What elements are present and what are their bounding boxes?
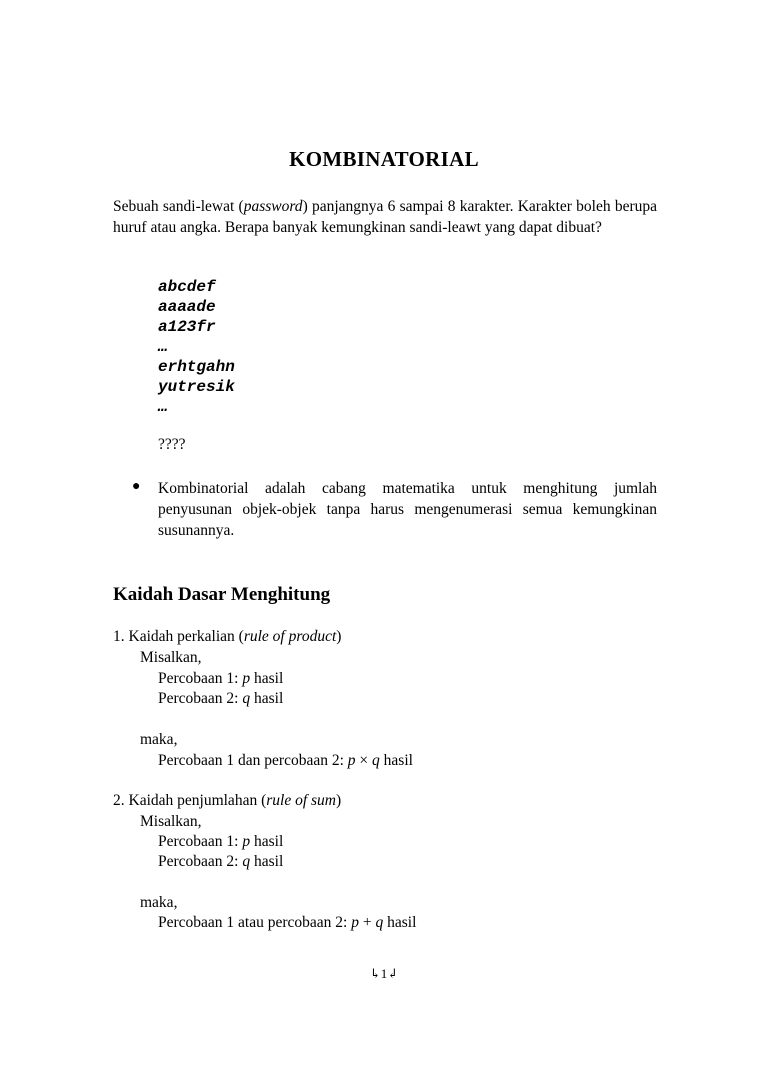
example-item: …: [158, 398, 168, 416]
rule1-result-a: p: [347, 752, 356, 769]
rule1-title-italic: rule of product: [243, 628, 337, 645]
rule1-title-prefix: 1. Kaidah perkalian (: [113, 628, 244, 645]
footer-right-arrow-icon: ↲: [387, 966, 399, 981]
rule1-result-op: ×: [355, 752, 373, 769]
rule1-result: [158, 752, 413, 770]
example-item: erhtgahn: [158, 358, 235, 376]
example-item: a123fr: [158, 318, 216, 336]
rule1-result-b: q: [372, 752, 380, 769]
rule1-title: [113, 628, 341, 646]
rule2-title-italic: rule of sum: [266, 792, 336, 809]
page-number: 1: [380, 966, 388, 981]
rule2-p2-var: q: [242, 853, 251, 870]
rule1-p1-var: p: [242, 670, 251, 687]
rule1-result-suffix: hasil: [379, 752, 413, 769]
intro-text-2: ) panjangnya 6 sampai 8 karakter. Karakter boleh berupa huruf atau angka. Berapa banyak kemungkinan sandi-leawt yang dapat dibuat?: [113, 198, 657, 236]
question-marks: ????: [158, 436, 186, 453]
bullet-text: Kombinatorial adalah cabang matematika untuk menghitung jumlah penyusunan objek-objek tanpa harus mengenumerasi semua kemungkinan susunannya.: [158, 480, 657, 539]
rule2-p1-suffix: hasil: [250, 833, 284, 850]
rule1-result-prefix: Percobaan 1 dan percobaan 2:: [158, 752, 348, 769]
rule2-percobaan2: [158, 853, 283, 871]
rule2-result-suffix: hasil: [383, 914, 417, 931]
section-heading: Kaidah Dasar Menghitung: [113, 584, 331, 605]
example-item: abcdef: [158, 278, 216, 296]
rule2-result-b: q: [375, 914, 384, 931]
page-footer: [0, 966, 768, 982]
rule2-p2-prefix: Percobaan 2:: [158, 853, 243, 870]
example-item: …: [158, 338, 168, 356]
rule1-percobaan2: [158, 690, 283, 708]
rule1-title-suffix: ): [336, 628, 342, 645]
rule2-p2-suffix: hasil: [250, 853, 284, 870]
example-item: aaaade: [158, 298, 216, 316]
intro-text-1: Sebuah sandi-lewat (: [113, 198, 244, 215]
rule1-p2-prefix: Percobaan 2:: [158, 690, 243, 707]
intro-italic: password: [243, 198, 303, 215]
rule2-title: [113, 792, 341, 810]
rule2-title-suffix: ): [335, 792, 342, 809]
rule2-result-a: p: [351, 914, 359, 931]
rule2-maka: maka,: [140, 894, 178, 911]
rule2-result-prefix: Percobaan 1 atau percobaan 2:: [158, 914, 352, 931]
example-item: yutresik: [158, 378, 235, 396]
rule2-result-op: +: [358, 914, 376, 931]
rule2-p1-var: p: [242, 833, 251, 850]
bullet-icon: ●: [132, 479, 141, 494]
rule1-p2-var: q: [242, 690, 251, 707]
rule1-maka: maka,: [140, 731, 178, 748]
rule2-misalkan: Misalkan,: [140, 813, 202, 830]
rule1-p2-suffix: hasil: [250, 690, 284, 707]
rule2-title-prefix: 2. Kaidah penjumlahan (: [113, 792, 267, 809]
rule2-result: [158, 914, 416, 932]
page-title: KOMBINATORIAL: [289, 147, 479, 171]
rule1-p1-prefix: Percobaan 1:: [158, 670, 243, 687]
rule1-misalkan: Misalkan,: [140, 649, 202, 666]
rule2-p1-prefix: Percobaan 1:: [158, 833, 243, 850]
intro-paragraph: [113, 196, 657, 238]
footer-left-arrow-icon: ↳: [369, 966, 381, 981]
rule1-percobaan1: [158, 670, 283, 688]
example-list: [158, 277, 235, 417]
rule2-percobaan1: [158, 833, 283, 851]
rule1-p1-suffix: hasil: [250, 670, 284, 687]
